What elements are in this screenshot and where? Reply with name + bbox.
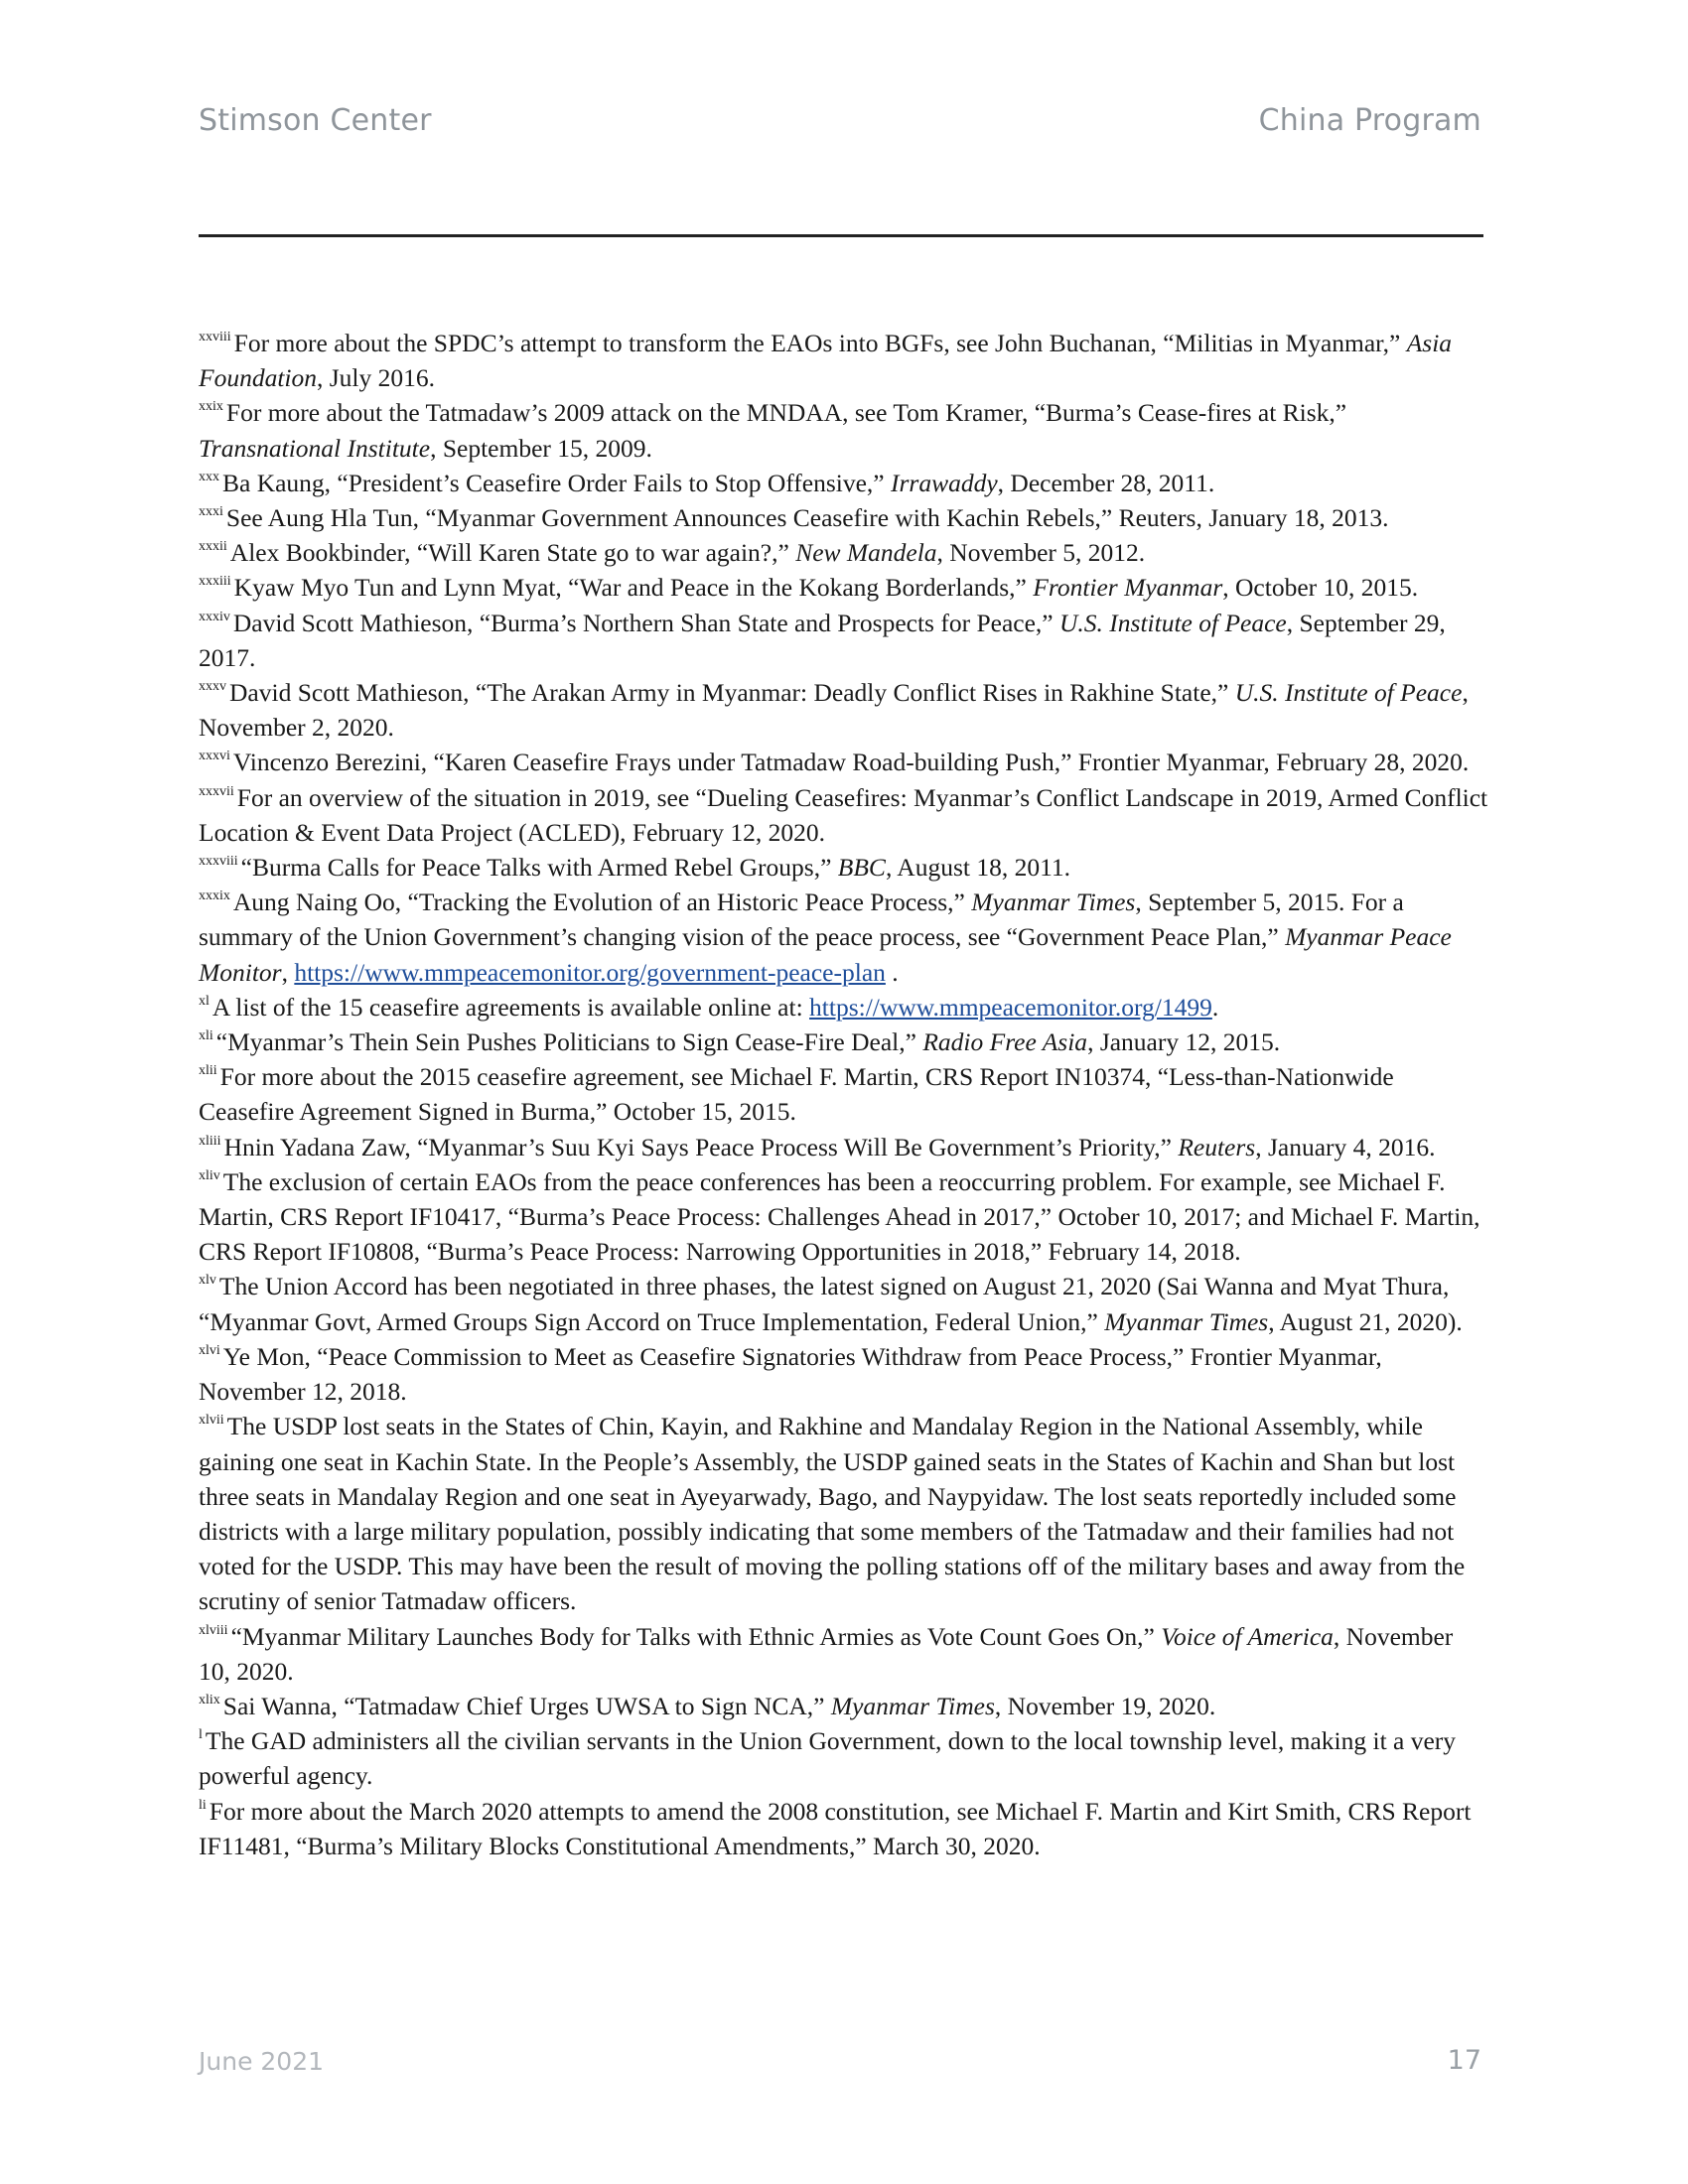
endnote-marker: xxxvii xyxy=(199,783,234,799)
header-divider xyxy=(199,234,1483,237)
endnote-text: “Myanmar Military Launches Body for Talks with Ethnic Armies as Vote Count Goes On,” xyxy=(230,1621,1162,1651)
endnote xyxy=(199,535,1489,570)
endnote-text: , November 2, 2020. xyxy=(199,678,1469,743)
endnote-text: Kyaw Myo Tun and Lynn Myat, “War and Peace in the Kokang Borderlands,” xyxy=(233,573,1034,603)
page-number: 17 xyxy=(1447,2045,1481,2076)
endnote-marker: xlvii xyxy=(199,1413,224,1429)
endnote-text: For more about the SPDC’s attempt to transform the EAOs into BGFs, see John Buchanan, “Militias in Myanmar,” xyxy=(233,329,1407,357)
endnote-text: , January 12, 2015. xyxy=(1087,1027,1281,1057)
endnote xyxy=(199,1164,1489,1270)
endnote-source-title: Myanmar Times xyxy=(830,1691,995,1720)
endnote xyxy=(199,1619,1489,1689)
endnote-marker: xxxv xyxy=(199,679,226,695)
endnote-text: , January 4, 2016. xyxy=(1255,1132,1436,1161)
endnote xyxy=(199,1059,1489,1129)
endnote xyxy=(199,1339,1489,1409)
endnote xyxy=(199,1269,1489,1338)
endnote xyxy=(199,1130,1489,1164)
endnote-source-title: Frontier Myanmar xyxy=(1033,573,1223,603)
endnote-text: A list of the 15 ceasefire agreements is available online at: xyxy=(211,992,810,1022)
endnote-link[interactable]: https://www.mmpeacemonitor.org/government-peace-plan xyxy=(294,957,886,987)
endnote-marker: xxxix xyxy=(199,888,230,904)
endnote-marker: xxxvi xyxy=(199,749,230,764)
endnote-source-title: Transnational Institute xyxy=(199,433,431,463)
endnote xyxy=(199,745,1489,779)
endnote-text: , September 29, 2017. xyxy=(199,608,1446,672)
endnote-marker: xlvi xyxy=(199,1342,220,1358)
endnote-text: Alex Bookbinder, “Will Karen State go to war again?,” xyxy=(229,538,796,568)
endnote-marker: li xyxy=(199,1797,207,1813)
endnote xyxy=(199,395,1489,465)
endnote-text: , August 21, 2020). xyxy=(1268,1306,1463,1336)
endnote xyxy=(199,1723,1489,1793)
endnote-text: , September 15, 2009. xyxy=(430,433,652,463)
endnote-text: , August 18, 2011. xyxy=(885,853,1071,883)
endnote-marker: xxxi xyxy=(199,504,223,520)
endnote-marker: xxxiv xyxy=(199,609,230,624)
endnote-text: , September 5, 2015. For a summary of the Union Government’s changing vision of the peace process, see “Government Peace Plan,” xyxy=(199,887,1404,952)
endnote-source-title: U.S. Institute of Peace xyxy=(1234,678,1463,708)
endnote xyxy=(199,675,1489,745)
endnote-marker: l xyxy=(199,1727,203,1743)
endnote-text: , xyxy=(281,957,295,987)
endnote-marker: xlix xyxy=(199,1692,220,1707)
endnote-text: Aung Naing Oo, “Tracking the Evolution of an Historic Peace Process,” xyxy=(232,887,972,917)
endnote-text: , November 10, 2020. xyxy=(199,1621,1454,1686)
endnote xyxy=(199,850,1489,885)
endnote xyxy=(199,1409,1489,1618)
endnote-source-title: Irrawaddy xyxy=(891,468,998,497)
endnote-text: For an overview of the situation in 2019, see “Dueling Ceasefires: Myanmar’s Conflict Landscape in 2019, Armed Conflict Location & Event Data Project (ACLED), February 12, 2020. xyxy=(199,782,1488,847)
endnote-text: , December 28, 2011. xyxy=(997,468,1215,497)
endnote-marker: xxx xyxy=(199,469,219,484)
endnote-marker: xliv xyxy=(199,1167,220,1183)
endnote-source-title: New Mandela xyxy=(795,538,937,568)
endnote-text: For more about the March 2020 attempts to amend the 2008 constitution, see Michael F. Martin and Kirt Smith, CRS Report IF11481, “Burma’s Military Blocks Constitutional Amendments,” March 30, 2020. xyxy=(199,1796,1472,1860)
endnote-text: Hnin Yadana Zaw, “Myanmar’s Suu Kyi Says Peace Process Will Be Government’s Priority,” xyxy=(223,1132,1179,1161)
header-organization: Stimson Center xyxy=(199,103,432,138)
endnote-marker: xlv xyxy=(199,1273,216,1289)
endnote xyxy=(199,570,1489,605)
endnote-text: , November 5, 2012. xyxy=(936,538,1146,568)
endnote-text: Ye Mon, “Peace Commission to Meet as Ceasefire Signatories Withdraw from Peace Process,” Frontier Myanmar, November 12, 2018. xyxy=(199,1341,1382,1407)
endnote-text: . xyxy=(885,957,899,987)
endnote-source-title: Myanmar Peace Monitor xyxy=(199,922,1452,987)
endnote-source-title: Myanmar Times xyxy=(971,887,1136,917)
endnote-text: The USDP lost seats in the States of Chin, Kayin, and Rakhine and Mandalay Region in the National Assembly, while gaining one seat in Kachin State. In the People’s Assembly, the USDP gained seats in the States of Kachin and Shan but lost three seats in Mandalay Region and one seat in Ayeyarwady, Bago, and Naypyidaw. The lost seats reportedly included some districts with a large military population, possibly indicating that some members of the Tatmadaw and their families had not voted for the USDP. This may have been the result of moving the polling stations off of the military bases and away from the scrutiny of senior Tatmadaw officers. xyxy=(199,1412,1466,1616)
endnote xyxy=(199,1024,1489,1059)
endnote-text: The GAD administers all the civilian servants in the Union Government, down to the local township level, making it a very powerful agency. xyxy=(199,1726,1457,1791)
endnote-text: See Aung Hla Tun, “Myanmar Government Announces Ceasefire with Kachin Rebels,” Reuters, January 18, 2013. xyxy=(225,503,1389,533)
endnote-text: , July 2016. xyxy=(317,363,436,393)
endnote-link[interactable]: https://www.mmpeacemonitor.org/1499 xyxy=(809,992,1212,1022)
endnote-source-title: Myanmar Times xyxy=(1104,1306,1269,1336)
endnote-marker: xlii xyxy=(199,1063,217,1079)
endnote-source-title: U.S. Institute of Peace xyxy=(1059,608,1287,637)
endnote-source-title: Radio Free Asia xyxy=(922,1027,1088,1057)
endnote-marker: xxxii xyxy=(199,539,227,555)
endnote-marker: xxxiii xyxy=(199,574,231,590)
endnote xyxy=(199,326,1489,395)
endnote-text: Vincenzo Berezini, “Karen Ceasefire Frays under Tatmadaw Road-building Push,” Frontier Myanmar, February 28, 2020. xyxy=(232,748,1470,777)
endnote-text: For more about the Tatmadaw’s 2009 attack on the MNDAA, see Tom Kramer, “Burma’s Cease-fires at Risk,” xyxy=(225,398,1347,428)
endnote-source-title: BBC xyxy=(837,853,886,883)
endnote-text: , October 10, 2015. xyxy=(1222,573,1419,603)
endnote xyxy=(199,606,1489,675)
endnote-source-title: Asia Foundation xyxy=(199,329,1453,393)
endnote-text: Sai Wanna, “Tatmadaw Chief Urges UWSA to Sign NCA,” xyxy=(222,1691,831,1720)
endnote xyxy=(199,885,1489,990)
endnote-text: David Scott Mathieson, “The Arakan Army in Myanmar: Deadly Conflict Rises in Rakhine State,” xyxy=(229,678,1235,708)
endnote-text: “Burma Calls for Peace Talks with Armed Rebel Groups,” xyxy=(240,853,838,883)
endnote-text: “Myanmar’s Thein Sein Pushes Politicians to Sign Cease-Fire Deal,” xyxy=(215,1027,923,1057)
endnote-source-title: Reuters xyxy=(1178,1132,1256,1161)
endnote-text: , November 19, 2020. xyxy=(994,1691,1216,1720)
endnote-text: The Union Accord has been negotiated in three phases, the latest signed on August 21, 2020 (Sai Wanna and Myat Thura, “Myanmar Govt, Armed Groups Sign Accord on Truce Implementation, Federal Union,” xyxy=(199,1272,1450,1336)
endnote-text: Ba Kaung, “President’s Ceasefire Order Fails to Stop Offensive,” xyxy=(222,468,891,497)
endnote-marker: xliii xyxy=(199,1133,221,1149)
endnote-marker: xxviii xyxy=(199,330,231,344)
endnote xyxy=(199,1689,1489,1723)
endnote-marker: xl xyxy=(199,993,210,1009)
endnote-text: The exclusion of certain EAOs from the peace conferences has been a reoccurring problem. For example, see Michael F. Martin, CRS Report IF10417, “Burma’s Peace Process: Challenges Ahead in 2017,” October 10, 2017; and Michael F. Martin, CRS Report IF10808, “Burma’s Peace Process: Narrowing Opportunities in 2018,” February 14, 2018. xyxy=(199,1166,1480,1267)
header-program: China Program xyxy=(1258,103,1481,138)
endnote xyxy=(199,500,1489,535)
endnote-text: David Scott Mathieson, “Burma’s Northern Shan State and Prospects for Peace,” xyxy=(232,608,1059,637)
endnote-marker: xli xyxy=(199,1028,213,1044)
endnotes-list xyxy=(199,326,1489,1863)
endnote xyxy=(199,1794,1489,1863)
footer-date: June 2021 xyxy=(199,2047,325,2076)
endnote xyxy=(199,466,1489,500)
endnote-marker: xlviii xyxy=(199,1622,228,1638)
endnote xyxy=(199,990,1489,1024)
endnote-text: For more about the 2015 ceasefire agreement, see Michael F. Martin, CRS Report IN10374, “Less-than-Nationwide Ceasefire Agreement Signed in Burma,” October 15, 2015. xyxy=(199,1062,1394,1127)
endnote-text: . xyxy=(1211,992,1219,1022)
endnote-marker: xxxviii xyxy=(199,854,238,870)
endnote-marker: xxix xyxy=(199,399,223,415)
endnote-source-title: Voice of America xyxy=(1161,1621,1334,1651)
endnote xyxy=(199,780,1489,850)
